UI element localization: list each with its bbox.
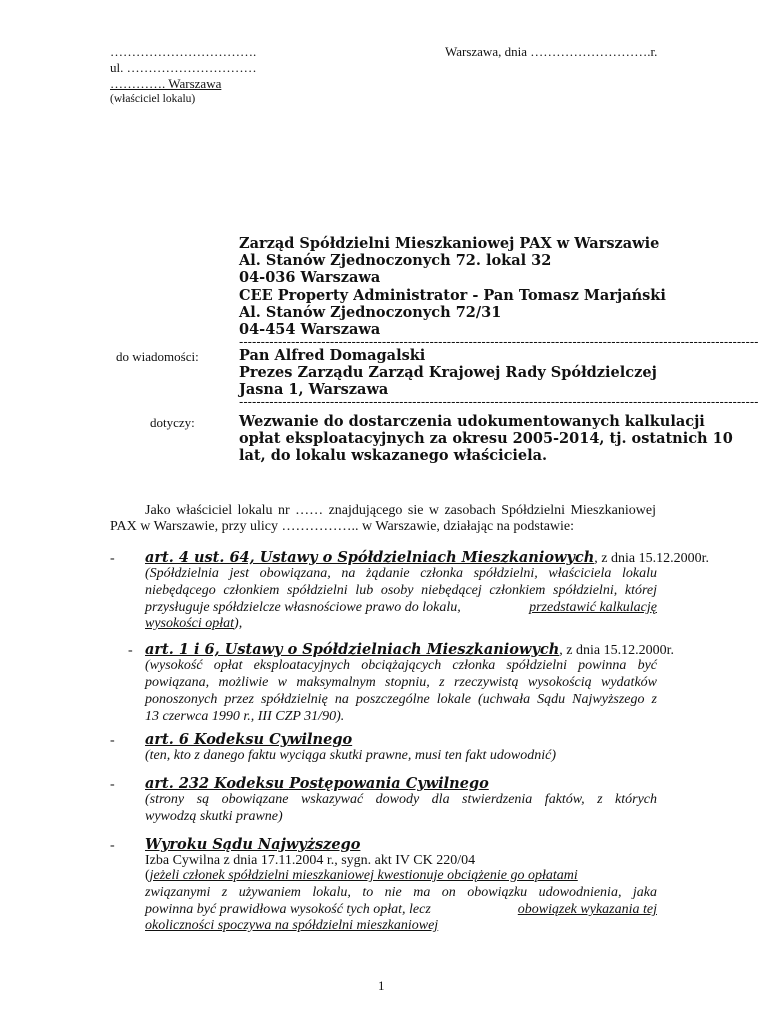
- item-5-text: związanymi z używaniem lokalu, to nie ma on obowiązku udowodnienia, jaka: [145, 885, 657, 900]
- cc-label: do wiadomości:: [116, 349, 199, 364]
- item-5-paren: (: [145, 868, 150, 883]
- recipient-2-line: CEE Property Administrator - Pan Tomasz Marjański: [239, 287, 666, 304]
- subject-line: Wezwanie do dostarczenia udokumentowanych kalkulacji: [239, 413, 705, 430]
- item-1-text: niebędącego członkiem spółdzielni lub osoby niebędącej członkiem spółdzielni, której: [145, 583, 657, 598]
- item-2-text: powiązana, możliwie w maksymalnym stopniu, z rzeczywistą wysokością wydatków: [145, 675, 657, 690]
- item-4-text: wywodzą skutki prawne): [145, 809, 283, 824]
- subject-line: lat, do lokalu wskazanego właściciela.: [239, 447, 548, 464]
- subject-label: dotyczy:: [150, 415, 195, 430]
- item-5-ref: Izba Cywilna z dnia 17.11.2004 r., sygn. akt IV CK 220/04: [145, 853, 476, 868]
- recipient-1-line: 04-036 Warszawa: [239, 269, 381, 286]
- bullet-dash: -: [110, 838, 115, 853]
- item-1-highlight: wysokości opłat: [145, 616, 235, 631]
- recipient-1-line: Al. Stanów Zjednoczonych 72. lokal 32: [239, 252, 552, 269]
- place-date: Warszawa, dnia ……………………….r.: [445, 44, 658, 59]
- cc-line: Prezes Zarządu Zarząd Krajowej Rady Spółdzielczej: [239, 364, 657, 381]
- item-3-text: (ten, kto z danego faktu wyciąga skutki prawne, musi ten fakt udowodnić): [145, 748, 556, 763]
- bullet-dash: -: [110, 777, 115, 792]
- intro-line: PAX w Warszawie, przy ulicy …………….. w Warszawie, działając na podstawie:: [110, 519, 575, 534]
- recipient-2-line: Al. Stanów Zjednoczonych 72/31: [239, 304, 502, 321]
- item-4-title: art. 232 Kodeksu Postępowania Cywilnego: [145, 775, 489, 792]
- bullet-dash: -: [110, 551, 115, 566]
- item-2-text: ponoszonych przez spółdzielnię na poszczególne lokale (uchwała Sądu Najwyższego z: [145, 692, 657, 707]
- item-1-date: , z dnia 15.12.2000r.: [594, 551, 709, 566]
- bullet-dash: -: [128, 643, 133, 658]
- item-5-text: powinna być prawidłowa wysokość tych opłat, lecz: [145, 902, 431, 917]
- subject-line: opłat eksploatacyjnych za okresu 2005-2014, tj. ostatnich 10: [239, 430, 733, 447]
- sender-street-line: ul. …………………………: [110, 60, 257, 75]
- recipient-2-line: 04-454 Warszawa: [239, 321, 381, 338]
- sender-role: (właściciel lokalu): [110, 93, 196, 105]
- item-2-title: art. 1 i 6, Ustawy o Spółdzielniach Mieszkaniowych: [145, 641, 560, 658]
- item-5-highlight: obowiązek wykazania tej: [517, 902, 657, 917]
- separator-line: ------------------------------------------------------------------------------------------------------------------------: [239, 394, 759, 409]
- item-1-highlight: przedstawić kalkulację: [529, 600, 657, 615]
- sender-city-line: …………. Warszawa: [110, 76, 222, 91]
- item-2-text: 13 czerwca 1990 r., III CZP 31/90).: [145, 709, 345, 724]
- intro-line: Jako właściciel lokalu nr …… znajdującego sie w zasobach Spółdzielni Mieszkaniowej: [145, 503, 656, 518]
- bullet-dash: -: [110, 733, 115, 748]
- item-5-title: Wyroku Sądu Najwyższego: [145, 836, 361, 853]
- sender-name-line: …………………………….: [110, 44, 257, 59]
- item-1-text: (Spółdzielnia jest obowiązana, na żądanie członka spółdzielni, właściciela lokalu: [145, 566, 657, 581]
- item-4-text: (strony są obowiązane wskazywać dowody dla stwierdzenia faktów, z których: [145, 792, 657, 807]
- page-number: 1: [378, 978, 385, 993]
- cc-line: Pan Alfred Domagalski: [239, 347, 426, 364]
- item-5-text: jeżeli członek spółdzielni mieszkaniowej kwestionuje obciążenie go opłatami: [149, 868, 578, 883]
- item-1-text: przysługuje spółdzielcze własnościowe prawo do lokalu,: [145, 600, 461, 615]
- item-1-title: art. 4 ust. 64, Ustawy o Spółdzielniach Mieszkaniowych: [145, 549, 595, 566]
- item-5-highlight: okoliczności spoczywa na spółdzielni mieszkaniowej: [145, 918, 439, 933]
- item-3-title: art. 6 Kodeksu Cywilnego: [145, 731, 353, 748]
- recipient-1-line: Zarząd Spółdzielni Mieszkaniowej PAX w Warszawie: [239, 235, 660, 252]
- separator-line: ------------------------------------------------------------------------------------------------------------------------: [239, 334, 759, 349]
- item-1-tail: ),: [234, 616, 243, 631]
- cc-line: Jasna 1, Warszawa: [239, 381, 389, 398]
- item-2-date: , z dnia 15.12.2000r.: [559, 643, 674, 658]
- item-2-text: (wysokość opłat eksploatacyjnych obciążających członka spółdzielni powinna być: [145, 658, 657, 673]
